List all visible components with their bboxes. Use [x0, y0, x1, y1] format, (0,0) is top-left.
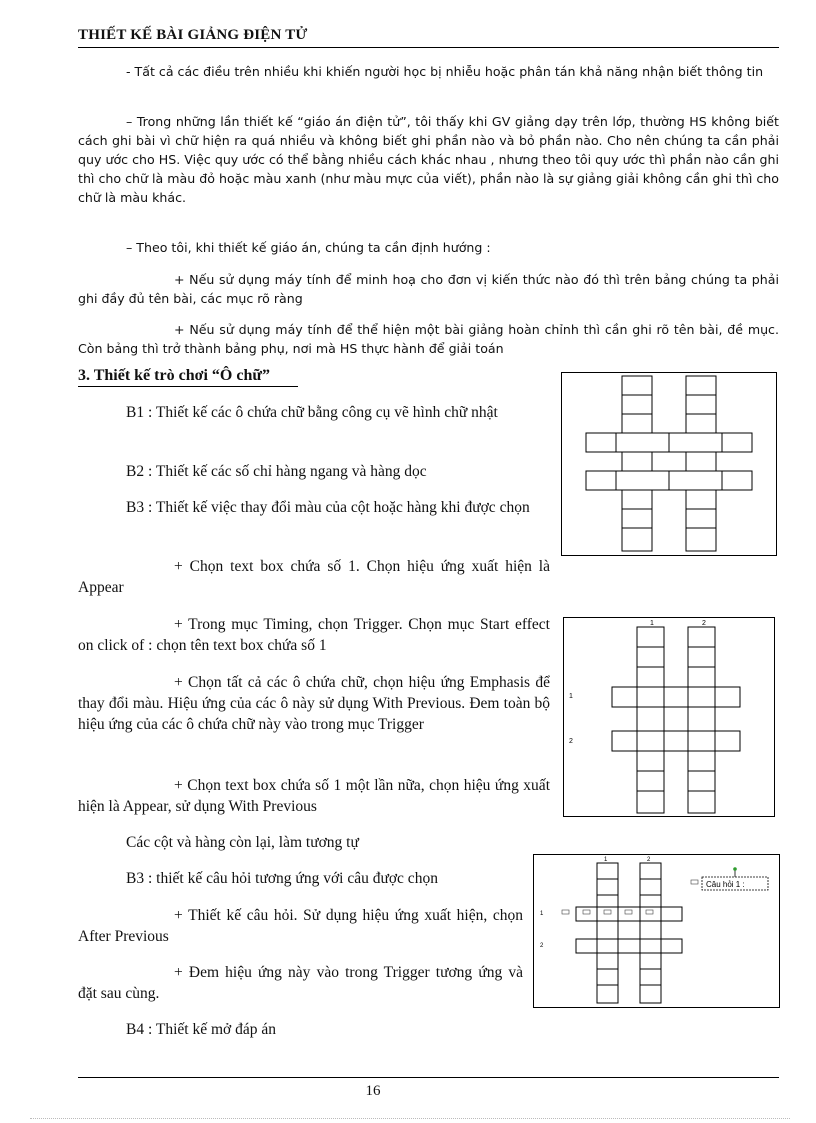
intro-paragraph-4: + Nếu sử dụng máy tính để minh hoạ cho đơn vị kiến thức nào đó thì trên bảng chúng ta phải ghi đầy đủ tên bài, các mục rõ ràng [78, 272, 779, 306]
page-edge-dotted-line [30, 1118, 790, 1119]
fig3-col-label-2: 2 [647, 857, 651, 863]
intro-paragraph-3: – Theo tôi, khi thiết kế giáo án, chúng ta cần định hướng : [126, 240, 491, 255]
page-number: 16 [365, 1083, 381, 1099]
step-b3-sub-1: + Chọn text box chứa số 1. Chọn hiệu ứng xuất hiện là Appear [78, 558, 550, 596]
fig3-col-label-1: 1 [604, 857, 608, 863]
fig2-row-label-2: 2 [569, 738, 573, 745]
step-b3: B3 : Thiết kế việc thay đổi màu của cột hoặc hàng khi được chọn [126, 499, 530, 516]
step-b3-question-sub-2: + Đem hiệu ứng này vào trong Trigger tương ứng và đặt sau cùng. [78, 964, 523, 1002]
crossword-figure-3 [533, 854, 780, 1008]
running-header: THIẾT KẾ BÀI GIẢNG ĐIỆN TỬ [78, 27, 308, 43]
fig3-row-label-2: 2 [540, 943, 544, 949]
crossword-grid-2 [564, 618, 774, 816]
question-label: Câu hỏi 1 : [706, 880, 745, 889]
fig2-col-label-2: 2 [702, 620, 706, 627]
step-repeat-note: Các cột và hàng còn lại, làm tương tự [126, 834, 359, 851]
crossword-figure-2 [563, 617, 775, 817]
crossword-grid-1 [562, 373, 776, 555]
step-b3-sub-2: + Trong mục Timing, chọn Trigger. Chọn mục Start effect on click of : chọn tên text box chứa số 1 [78, 616, 550, 654]
step-b3-sub-4: + Chọn text box chứa số 1 một lần nữa, chọn hiệu ứng xuất hiện là Appear, sử dụng With Previous [78, 777, 550, 815]
fig2-col-label-1: 1 [650, 620, 654, 627]
crossword-grid-3 [534, 855, 779, 1007]
step-b3-sub-3: + Chọn tất cả các ô chứa chữ, chọn hiệu ứng Emphasis để thay đổi màu. Hiệu ứng của các ô này sử dụng With Previous. Đem toàn bộ hiệu ứng của các ô chứa chữ này vào trong mục Trigger [78, 674, 550, 733]
intro-paragraph-2: – Trong những lần thiết kế “giáo án điện tử”, tôi thấy khi GV giảng dạy trên lớp, thường HS không biết cách ghi bài vì chữ hiện ra quá nhiều và không biết ghi phần nào và bỏ phần nào. Cho nên chúng ta cần phải quy ước cho HS. Việc quy ước có thể bằng nhiều cách khác nhau , nhưng theo tôi quy ước thì phần nào cần ghi thì cho chữ là màu đỏ hoặc màu xanh (như màu mực của viết), phần nào là sự giảng giải không cần ghi thì cho chữ là màu khác. [78, 114, 779, 205]
step-b3-question-sub-1: + Thiết kế câu hỏi. Sử dụng hiệu ứng xuất hiện, chọn After Previous [78, 907, 523, 945]
step-b4: B4 : Thiết kế mở đáp án [126, 1021, 276, 1038]
intro-paragraph-1: - Tất cả các điều trên nhiều khi khiến người học bị nhiễu hoặc phân tán khả năng nhận biết thông tin [126, 64, 764, 79]
section-title: 3. Thiết kế trò chơi “Ô chữ” [78, 367, 270, 384]
crossword-figure-1 [561, 372, 777, 556]
question-box [702, 867, 768, 890]
header-divider [78, 47, 779, 48]
fig2-row-label-1: 1 [569, 693, 573, 700]
step-b1: B1 : Thiết kế các ô chứa chữ bằng công cụ vẽ hình chữ nhật [126, 404, 498, 421]
footer-divider [78, 1077, 779, 1078]
section-title-underline [78, 386, 298, 387]
intro-paragraph-5: + Nếu sử dụng máy tính để thể hiện một bài giảng hoàn chỉnh thì cần ghi rõ tên bài, đề mục. Còn bảng thì trở thành bảng phụ, nơi mà HS thực hành để giải toán [78, 322, 779, 356]
step-b2: B2 : Thiết kế các số chỉ hàng ngang và hàng dọc [126, 463, 427, 480]
fig3-row-label-1: 1 [540, 911, 544, 917]
step-b3-question: B3 : thiết kế câu hỏi tương ứng với câu được chọn [126, 870, 438, 887]
